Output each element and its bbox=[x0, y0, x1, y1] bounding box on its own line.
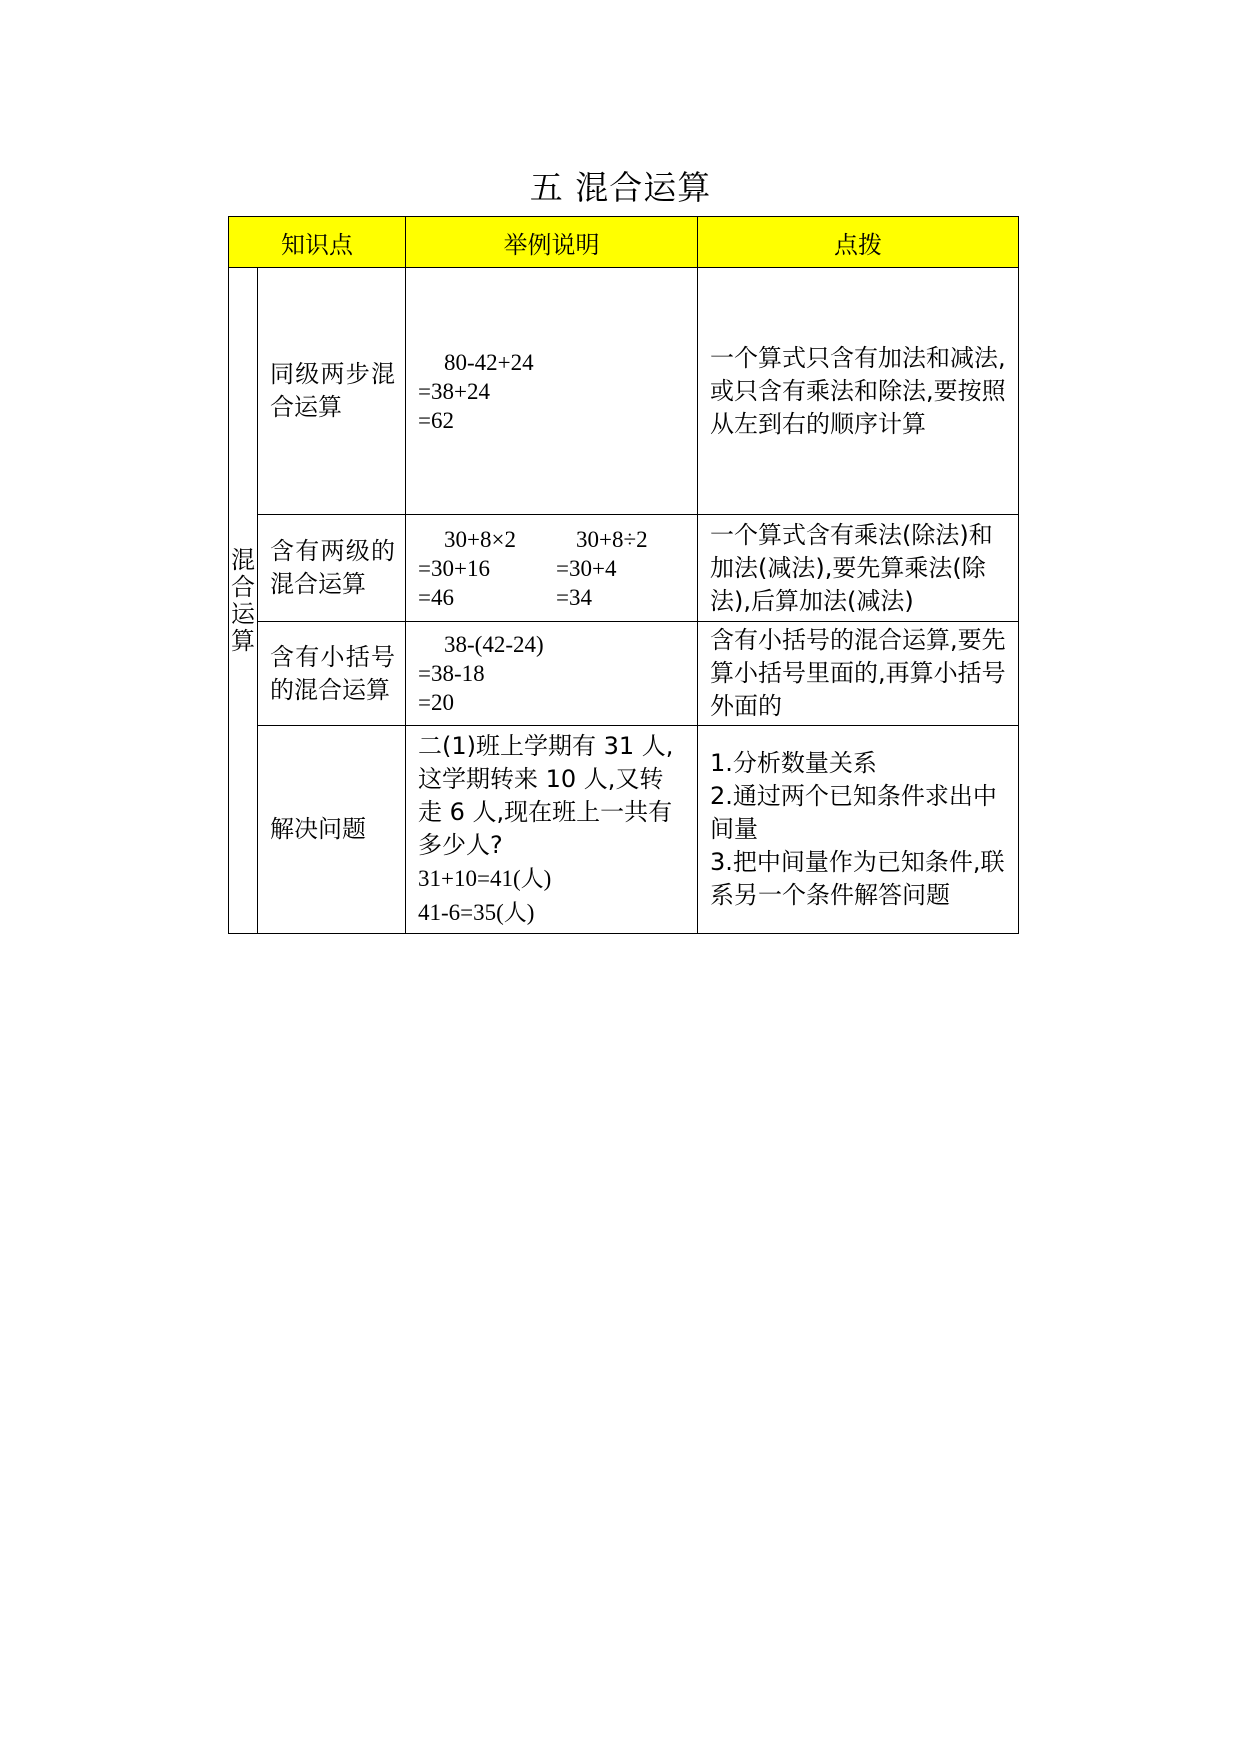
category-char: 混 bbox=[231, 545, 255, 574]
category-cell bbox=[229, 268, 258, 934]
example-line: 30+8×2 bbox=[444, 526, 516, 552]
example-line: =62 bbox=[418, 407, 454, 433]
table-row bbox=[229, 515, 1019, 622]
example-cell bbox=[406, 515, 698, 622]
tip-cell: 一个算式含有乘法(除法)和加法(减法),要先算乘法(除法),后算加法(减法) bbox=[698, 515, 1019, 622]
category-char: 算 bbox=[231, 626, 255, 655]
header-knowledge: 知识点 bbox=[229, 217, 406, 268]
example-line: 31+10=41(人) bbox=[418, 865, 552, 891]
example-cell bbox=[406, 726, 698, 934]
knowledge-cell: 含有小括号的混合运算 bbox=[258, 622, 406, 726]
example-line: 41-6=35(人) bbox=[418, 899, 535, 925]
tip-line: 2.通过两个已知条件求出中间量 bbox=[710, 782, 997, 843]
tip-line: 3.把中间量作为已知条件,联系另一个条件解答问题 bbox=[710, 848, 1005, 909]
example-line: 38-(42-24) bbox=[444, 632, 544, 657]
example-problem: 二(1)班上学期有 31 人,这学期转来 10 人,又转走 6 人,现在班上一共有多少人? bbox=[418, 731, 674, 859]
category-char: 合 bbox=[231, 572, 255, 601]
tip-cell: 一个算式只含有加法和减法,或只含有乘法和除法,要按照从左到右的顺序计算 bbox=[698, 268, 1019, 515]
example-line: =20 bbox=[418, 690, 454, 715]
knowledge-cell: 同级两步混合运算 bbox=[258, 268, 406, 515]
header-example: 举例说明 bbox=[406, 217, 698, 268]
tip-cell bbox=[698, 726, 1019, 934]
example-line: =34 bbox=[556, 584, 592, 610]
example-line: 80-42+24 bbox=[444, 349, 534, 375]
example-line: =38-18 bbox=[418, 661, 485, 686]
example-line: =30+4 bbox=[556, 555, 617, 581]
knowledge-cell: 含有两级的混合运算 bbox=[258, 515, 406, 622]
table-row bbox=[229, 268, 1019, 515]
table-row bbox=[229, 726, 1019, 934]
knowledge-table bbox=[228, 216, 1019, 934]
example-line: =30+16 bbox=[418, 555, 490, 581]
example-cell bbox=[406, 622, 698, 726]
knowledge-cell: 解决问题 bbox=[258, 726, 406, 934]
header-tip: 点拨 bbox=[698, 217, 1019, 268]
page-title: 五 混合运算 bbox=[529, 168, 712, 207]
example-line: 30+8÷2 bbox=[576, 526, 648, 552]
tip-cell: 含有小括号的混合运算,要先算小括号里面的,再算小括号外面的 bbox=[698, 622, 1019, 726]
category-char: 运 bbox=[231, 599, 255, 628]
example-line: =38+24 bbox=[418, 378, 490, 404]
tip-line: 1.分析数量关系 bbox=[710, 749, 877, 777]
example-cell bbox=[406, 268, 698, 515]
header-row bbox=[229, 217, 1019, 268]
table-row bbox=[229, 622, 1019, 726]
example-line: =46 bbox=[418, 584, 454, 610]
